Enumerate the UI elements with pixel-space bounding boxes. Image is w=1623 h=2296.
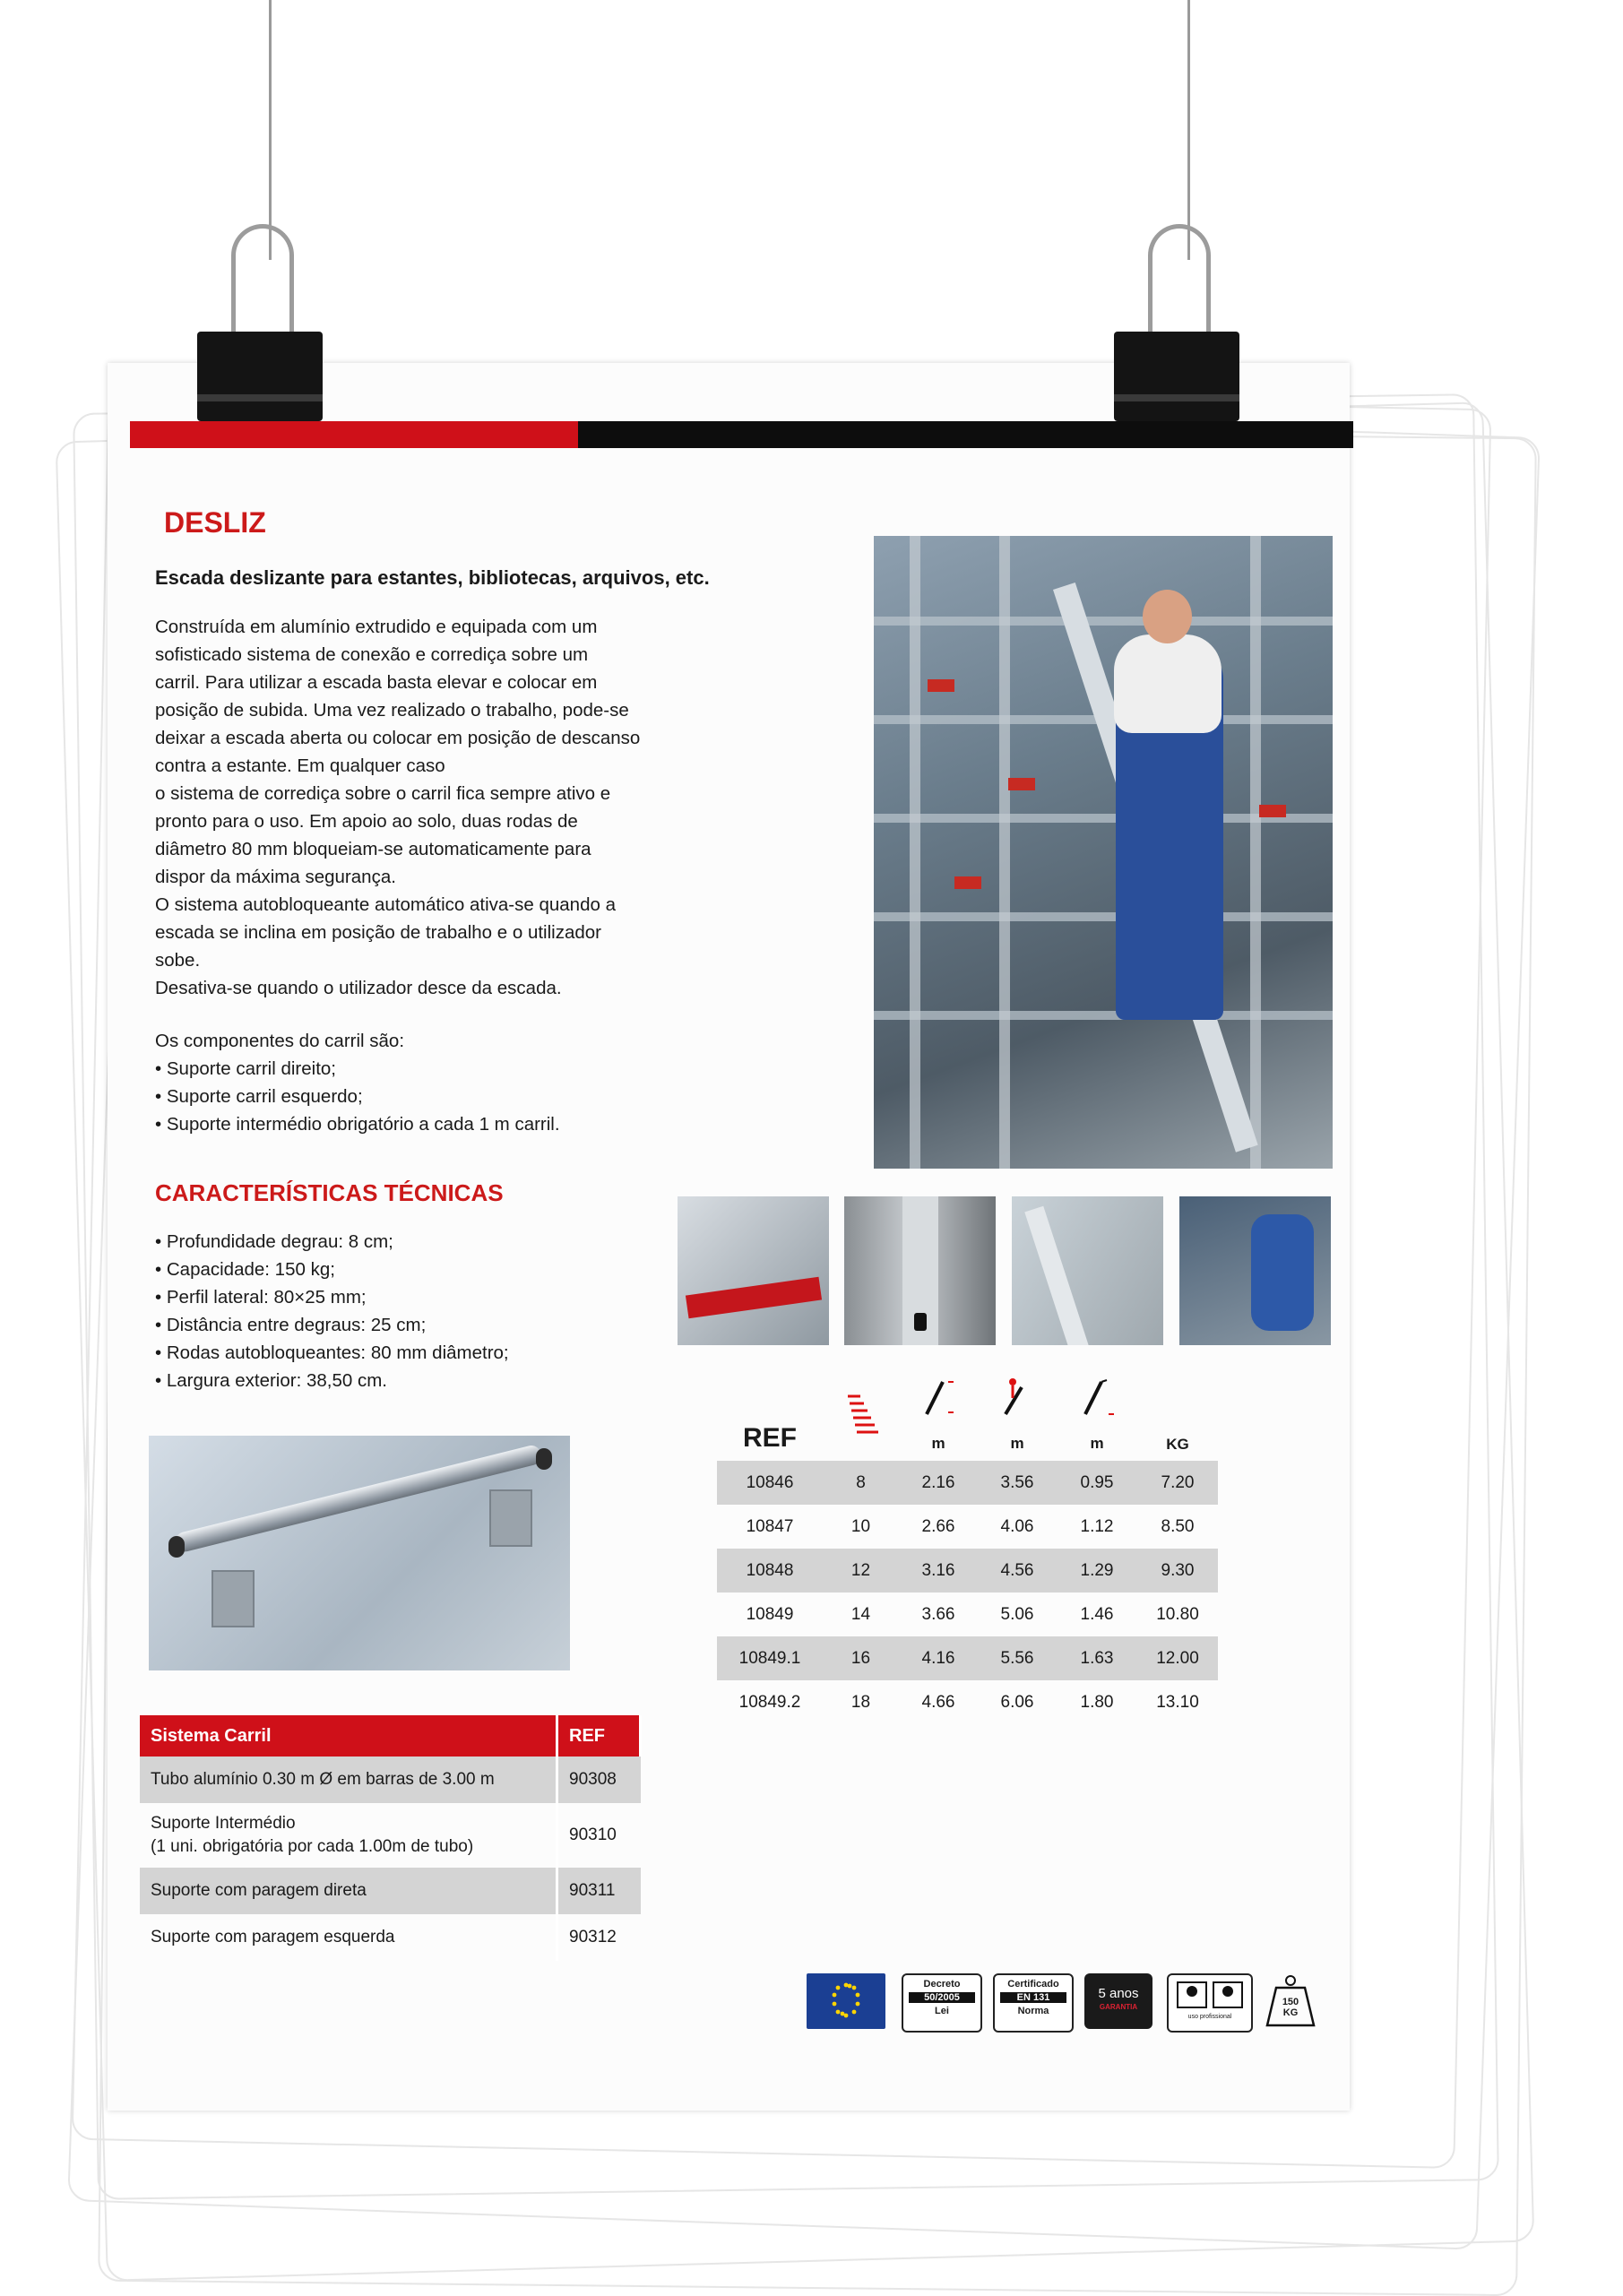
footprint-icon [1075, 1378, 1119, 1434]
description-line: carril. Para utilizar a escada basta elevar e colocar em [155, 672, 598, 693]
table-cell: 10 [850, 1516, 871, 1536]
page-subtitle: Escada deslizante para estantes, bibliotecas, arquivos, etc. [155, 566, 710, 589]
badge-line: Certificado [1007, 1979, 1059, 1990]
table-cell: 14 [850, 1604, 871, 1624]
table-cell: 1.12 [1080, 1516, 1114, 1536]
description-line: dispor da máxima segurança. [155, 867, 396, 887]
ladder-height-icon [916, 1378, 961, 1434]
list-item: • Distância entre degraus: 25 cm; [155, 1315, 427, 1335]
table-cell: 90312 [557, 1914, 641, 1961]
table-cell: 4.06 [1000, 1516, 1034, 1536]
table-row [140, 1868, 641, 1914]
description-line: contra a estante. Em qualquer caso [155, 755, 445, 776]
steps-icon [839, 1393, 884, 1448]
cell-line: Suporte Intermédio [151, 1814, 296, 1833]
list-item: • Profundidade degrau: 8 cm; [155, 1231, 393, 1252]
table-cell: 8.50 [1161, 1516, 1195, 1536]
table-row [717, 1636, 1218, 1680]
page-title: DESLIZ [164, 506, 266, 539]
table-row [717, 1680, 1218, 1724]
column-header-system: Sistema Carril [140, 1715, 557, 1757]
description-line: sofisticado sistema de conexão e corrediça sobre um [155, 644, 589, 665]
description-line: Desativa-se quando o utilizador desce da escada. [155, 978, 562, 998]
table-cell: 5.06 [1000, 1604, 1034, 1624]
header-bar-black [578, 421, 1353, 448]
table-cell: 90310 [557, 1803, 641, 1868]
badge-line: Lei [935, 2006, 949, 2016]
specs-title: CARACTERÍSTICAS TÉCNICAS [155, 1179, 504, 1206]
table-row [140, 1803, 641, 1868]
table-cell: 90308 [557, 1757, 641, 1803]
table-cell: 4.16 [899, 1636, 978, 1680]
list-item: • Suporte carril direito; [155, 1058, 337, 1079]
components-list [155, 1027, 729, 1138]
badge-line: Decreto [923, 1979, 961, 1990]
table-cell: 7.20 [1137, 1461, 1218, 1505]
product-thumbnail [678, 1196, 829, 1345]
table-cell: 10849.1 [717, 1636, 823, 1680]
table-row [140, 1914, 641, 1961]
description-line: deixar a escada aberta ou colocar em posição de descanso [155, 728, 641, 748]
description-line: escada se inclina em posição de trabalho e o utilizador [155, 922, 601, 943]
table-cell: 2.16 [899, 1461, 978, 1505]
column-header-kg: KG [1166, 1436, 1189, 1453]
table-header-row [140, 1715, 641, 1757]
badge-line: KG [1282, 2007, 1299, 2018]
table-row [717, 1593, 1218, 1636]
table-cell: 10847 [746, 1516, 794, 1536]
table-cell: 10846 [717, 1461, 823, 1505]
list-item: • Perfil lateral: 80×25 mm; [155, 1287, 367, 1308]
professional-use-badge [1167, 1973, 1253, 2033]
specs-list [155, 1228, 729, 1394]
product-thumbnail [1179, 1196, 1331, 1345]
description-line: Construída em alumínio extrudido e equipada com um [155, 617, 598, 637]
table-cell: 1.29 [1057, 1549, 1137, 1593]
column-header-steps [823, 1371, 899, 1461]
table-cell: 6.06 [1000, 1692, 1034, 1712]
table-cell: 16 [823, 1636, 899, 1680]
table-cell: 10849.2 [738, 1692, 801, 1712]
description [155, 613, 720, 1002]
list-item: • Suporte carril esquerdo; [155, 1086, 363, 1107]
header-bar-red [130, 421, 578, 448]
table-cell: 12 [823, 1549, 899, 1593]
table-cell: 2.66 [921, 1516, 955, 1536]
description-line: O sistema autobloqueante automático ativa-se quando a [155, 894, 616, 915]
table-cell [140, 1803, 557, 1868]
unit-label: m [931, 1435, 945, 1452]
table-cell: 1.46 [1080, 1604, 1114, 1624]
badge-line: uso profissional [1187, 2014, 1232, 2020]
cell-line: (1 uni. obrigatória por cada 1.00m de tubo) [151, 1837, 474, 1856]
column-header-footprint [1057, 1371, 1137, 1461]
table-cell: 3.66 [921, 1604, 955, 1624]
unit-label: m [1010, 1435, 1024, 1452]
table-cell: 1.80 [1080, 1692, 1114, 1712]
unit-label: m [1090, 1435, 1104, 1452]
table-cell: 18 [850, 1692, 871, 1712]
product-thumbnail [844, 1196, 996, 1345]
table-cell: 10848 [717, 1549, 823, 1593]
table-cell: 12.00 [1137, 1636, 1218, 1680]
certificado-badge [993, 1973, 1074, 2033]
table-row [717, 1461, 1218, 1505]
table-row [140, 1757, 641, 1803]
table-cell: 10849 [746, 1604, 794, 1624]
badge-line: Norma [1017, 2006, 1049, 2016]
table-cell: 4.56 [978, 1549, 1057, 1593]
description-line: diâmetro 80 mm bloqueiam-se automaticamente para [155, 839, 591, 859]
hanging-wire [269, 0, 272, 260]
list-item: • Largura exterior: 38,50 cm. [155, 1370, 387, 1391]
table-cell: Suporte com paragem direta [140, 1868, 557, 1914]
description-line: posição de subida. Uma vez realizado o trabalho, pode-se [155, 700, 629, 721]
rail-system-table [140, 1715, 642, 1961]
rail-tube-photo [149, 1436, 570, 1670]
table-cell: 0.95 [1057, 1461, 1137, 1505]
product-photo-main [874, 536, 1333, 1169]
product-table [717, 1371, 1218, 1724]
eu-flag-icon [807, 1973, 885, 2029]
hanging-wire [1187, 0, 1190, 260]
table-cell: 10.80 [1156, 1604, 1199, 1624]
decreto-badge [902, 1973, 982, 2033]
table-cell: Tubo alumínio 0.30 m Ø em barras de 3.00 m [140, 1757, 557, 1803]
list-item: • Suporte intermédio obrigatório a cada 1 m carril. [155, 1114, 560, 1135]
badge-line: EN 131 [1000, 1992, 1066, 2003]
table-cell: 4.66 [921, 1692, 955, 1712]
badge-line: GARANTIA [1099, 2003, 1138, 2011]
table-cell: 13.10 [1156, 1692, 1199, 1712]
list-item: • Capacidade: 150 kg; [155, 1259, 335, 1280]
worker-icon [1170, 1975, 1249, 2011]
list-item: • Rodas autobloqueantes: 80 mm diâmetro; [155, 1342, 509, 1363]
column-header-ref: REF [557, 1715, 641, 1757]
working-height-icon [995, 1378, 1040, 1434]
badge-line: 50/2005 [909, 1992, 975, 2003]
column-header-ref: REF [743, 1423, 797, 1453]
description-line: pronto para o uso. Em apoio ao solo, duas rodas de [155, 811, 578, 832]
components-intro: Os componentes do carril são: [155, 1031, 405, 1051]
table-header-row [717, 1371, 1218, 1461]
warranty-badge [1084, 1973, 1153, 2029]
table-cell: Suporte com paragem esquerda [151, 1928, 395, 1946]
table-row [717, 1549, 1218, 1593]
table-cell: 8 [823, 1461, 899, 1505]
product-thumbnail [1012, 1196, 1163, 1345]
badge-line: 5 anos [1098, 1986, 1139, 2001]
table-cell: 9.30 [1137, 1549, 1218, 1593]
table-cell: 3.56 [978, 1461, 1057, 1505]
description-line: sobe. [155, 950, 201, 971]
table-cell: 1.63 [1057, 1636, 1137, 1680]
table-row [717, 1505, 1218, 1549]
column-header-working-height [978, 1371, 1057, 1461]
column-header-ladder-height [899, 1371, 978, 1461]
table-cell: 3.16 [899, 1549, 978, 1593]
table-cell: 5.56 [978, 1636, 1057, 1680]
badge-line: 150 [1282, 1997, 1299, 2007]
max-load-icon [1262, 1973, 1319, 2029]
table-cell: 90311 [557, 1868, 641, 1914]
description-line: o sistema de corrediça sobre o carril fica sempre ativo e [155, 783, 611, 804]
